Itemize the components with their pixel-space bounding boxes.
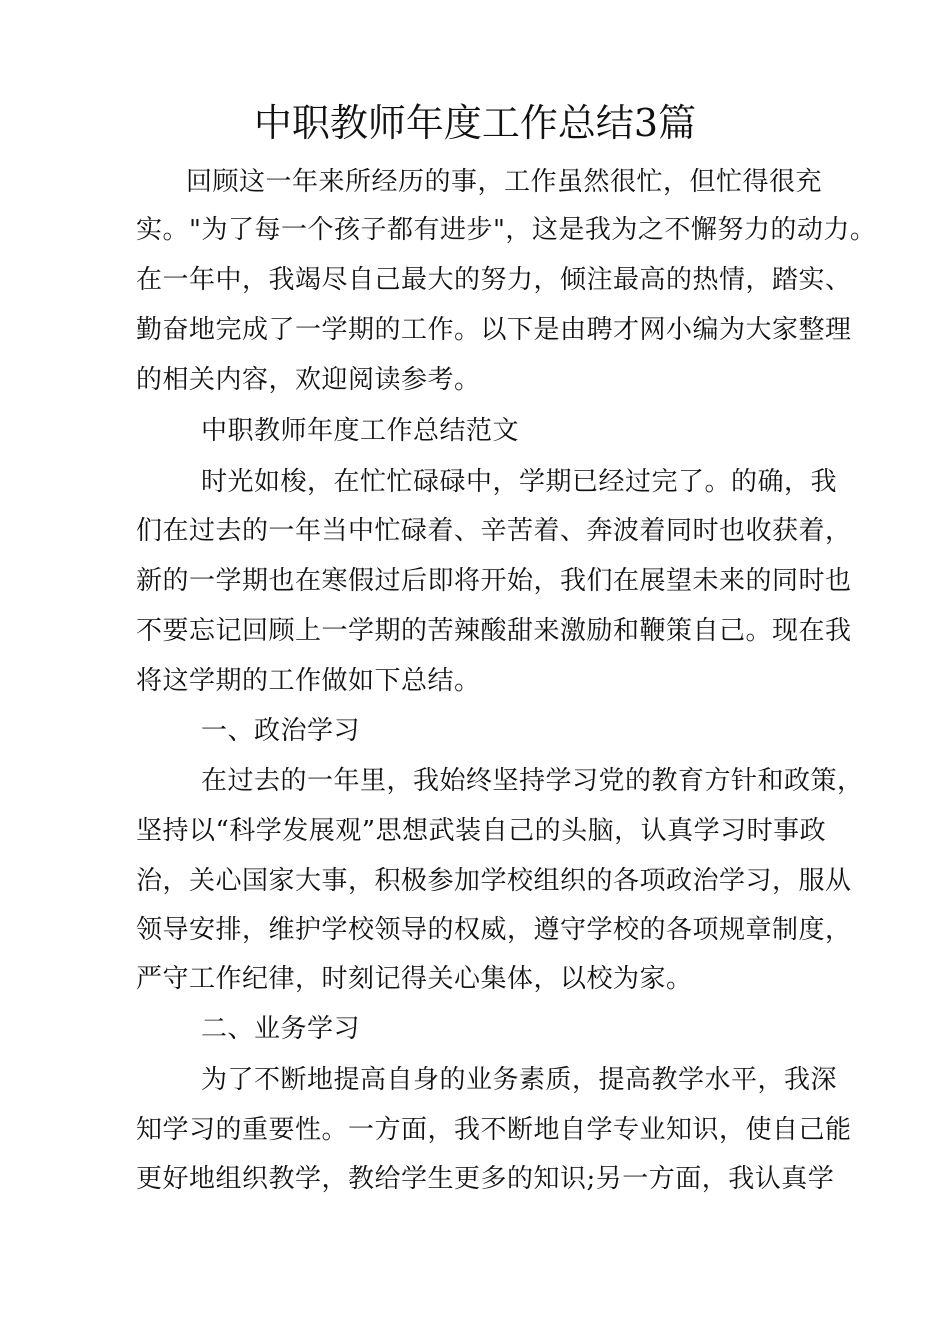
paragraph1-line-4: 不要忘记回顾上一学期的苦辣酸甜来激励和鞭策自己。现在我	[136, 616, 852, 646]
paragraph1-line-3: 新的一学期也在寒假过后即将开始，我们在展望未来的同时也	[136, 566, 852, 596]
intro-line-2: 实。"为了每一个孩子都有进步"，这是我为之不懈努力的动力。	[136, 215, 877, 245]
intro-line-3: 在一年中，我竭尽自己最大的努力，倾注最高的热情，踏实、	[136, 265, 852, 295]
paragraph1-line-1: 时光如梭，在忙忙碌碌中，学期已经过完了。的确，我	[201, 467, 838, 497]
paragraph1-line-2: 们在过去的一年当中忙碌着、辛苦着、奔波着同时也收获着，	[136, 516, 852, 546]
intro-line-5: 的相关内容，欢迎阅读参考。	[136, 365, 481, 395]
intro-line-4: 勤奋地完成了一学期的工作。以下是由聘才网小编为大家整理	[136, 315, 852, 345]
section2-line-2: 知学习的重要性。一方面，我不断地自学专业知识，使自己能	[136, 1115, 852, 1145]
section1-heading: 一、政治学习	[201, 716, 361, 746]
subtitle: 中职教师年度工作总结范文	[201, 416, 520, 446]
intro-line-1: 回顾这一年来所经历的事，工作虽然很忙，但忙得很充	[186, 167, 823, 197]
section1-line-1: 在过去的一年里，我始终坚持学习党的教育方针和政策，	[201, 766, 864, 796]
section2-line-3: 更好地组织教学，教给学生更多的知识;另一方面，我认真学	[136, 1164, 835, 1194]
section1-line-2: 坚持以“科学发展观”思想武装自己的头脑，认真学习时事政	[136, 816, 827, 846]
paragraph1-line-5: 将这学期的工作做如下总结。	[136, 666, 481, 696]
section2-heading: 二、业务学习	[201, 1014, 361, 1044]
document-title: 中职教师年度工作总结3篇	[253, 101, 697, 145]
section2-line-1: 为了不断地提高自身的业务素质，提高教学水平，我深	[201, 1065, 838, 1095]
section1-line-4: 领导安排，维护学校领导的权威，遵守学校的各项规章制度，	[136, 915, 852, 945]
section1-line-3: 治，关心国家大事，积极参加学校组织的各项政治学习，服从	[136, 866, 852, 896]
section1-line-5: 严守工作纪律，时刻记得关心集体，以校为家。	[136, 964, 693, 994]
